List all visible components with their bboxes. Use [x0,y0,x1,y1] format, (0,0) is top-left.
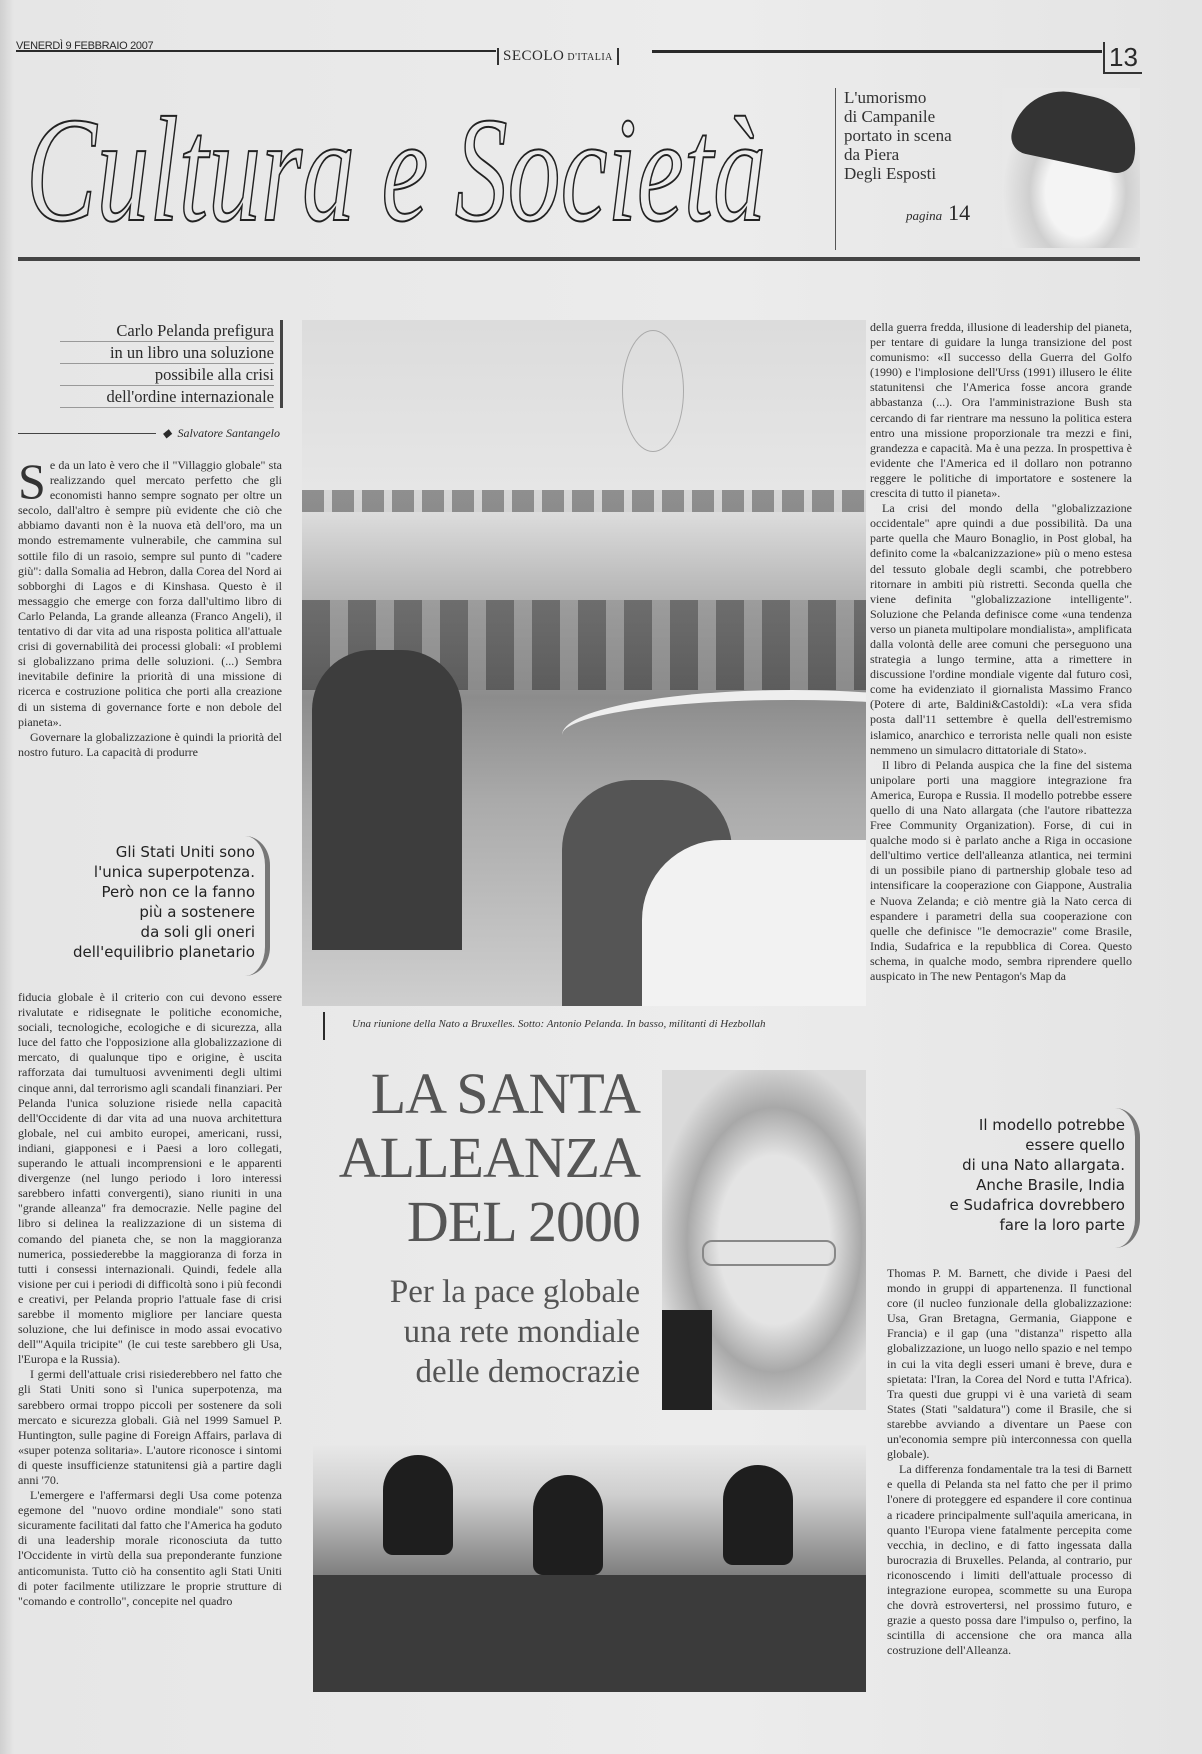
pull-quote-line: Il modello potrebbe [978,1116,1125,1134]
teaser-line: da Piera [844,145,900,164]
teaser-photo [1002,88,1140,248]
paragraph: I germi dell'attuale crisi risiederebbero nel fatto che gli Stati Uniti sono sì l'unica superpotenza, ma sarebbero ormai troppo piccoli per sostenere da soli mercato e sicurezza globali. Già nel 1999 Samuel P. Huntington, sulle pagine di Foreign Affairs, parlava di «super potenza solitaria». L'autore riconosce i sintomi di queste insufficienze statunitensi già a partire dagli anni '70. [18,1367,282,1487]
paragraph: La differenza fondamentale tra la tesi di Barnett e quella di Pelanda sta nel fatto che per il primo l'onere di proteggere ed espandere il core continua a ricadere principalmente sull'aquila americana, in quanto l'Europa viene fatalmente percepita come vecchia, in declino, e di fatto ingessata dalla burocrazia di Bruxelles. Pelanda, al contrario, pur riconoscendo i limiti dell'attuale processo di integrazione europea, scommette su una Europa che dovrà estrovertersi, nel prossimo futuro, e grazie a questo possa dare l'impulso o, perfino, la scintilla di accensione che ora manca alla costruzione dell'Alleanza. [887,1462,1132,1658]
section-rule [18,257,1140,261]
paragraph: Il libro di Pelanda auspica che la fine del sistema unipolare porti una maggiore integrazione fra America, Europa e Russia. Il modello potrebbe essere quello di una Nato allargata (che l'autore ribattezza Free Community Organization). Forse, di cui in qualche modo si è parlato anche a Riga in occasione dell'ultimo vertice dell'alleanza atlantica, nei termini di un possibile piano di partnership globale teso ad intensificare la cooperazione con Giappone, Australia e Nuova Zelanda; e ciò mentre già la Nato cerca di espandere i parametri della sua cooperazione con quelle che definisce "le democrazie" come Brasile, India, Sudafrica e la repubblica di Corea. Questo schema, in qualche modo, sembra riprendere quello auspicato in The new Pentagon's Map da [870,757,1132,984]
pelanda-portrait [662,1070,866,1410]
subheadline [300,1272,640,1392]
section-title-text: Cultura e Società [26,87,766,253]
masthead [497,48,619,65]
pull-quote-bracket [245,836,270,976]
paragraph: e da un lato è vero che il "Villaggio globale" sta realizzando quel mercato perfetto che gli economisti hanno sempre sognato per oltre un secolo, dall'altro è sempre più evidente che ciò che abbiamo davanti non è la nuova età dell'oro, ma un mondo estremamente vulnerabile, che cammina sul sottile filo di un rasoio, sempre sul punto di "cadere giù": dalla Somalia ad Hebron, dalla Corea del Nord ai sobborghi di Lagos e di Kinshasa. Questo è il messaggio che emerge con forza dall'ultimo libro di Carlo Pelanda, La grande alleanza (Franco Angeli), il tentativo di dar vita ad una risposta politica all'attuale crisi di governabilità dei processi globali: «I problemi si globalizzano prima delle soluzioni. (...) Sembra inevitabile definire la priorità di una missione di ricerca e costruzione politica che porti alla creazione di un sistema di governance forte e non debole del pianeta». [18,458,282,729]
teaser-page-label: pagina [906,208,943,223]
teaser-line: Degli Esposti [844,164,937,183]
byline [18,426,280,441]
deck-line: in un libro una soluzione [60,342,274,364]
article-body-right-bottom [887,1266,1132,1696]
paragraph: La crisi del mondo della "globalizzazione occidentale" apre quindi a due possibilità. Da una parte quella che Mauro Bonaglio, in Post global, ha definito come la «balcanizzazione» più o meno estesa del tessuto globale degli scambi, che potrebbero ritornare in ambiti più ristretti. Seconda quella che viene definita "globalizzazione intelligente". Soluzione che Pelanda definisce come «una tendenza verso un pianeta multipolare mondialista», amplificata dalla volontà delle aree comuni che perseguono una strategia a lungo termine, atta a rimettere in discussione l'ordine mondiale vigente dal futuro così, come ha evidenziato il giornalista Massimo Franco (Potere di arte, Baldini&Castoldi): «La vera sfida posta dall'11 settembre è quella dell'estremismo islamico, anarchico e terrorista nelle quali non esiste nemmeno un simulacro dittatoriale di Stato». [870,501,1132,757]
pull-quote-line: e Sudafrica dovrebbero [949,1196,1125,1214]
teaser-page-number: 14 [948,200,971,225]
headline [300,1062,640,1254]
issue-date: VENERDÌ 9 FEBBRAIO 2007 [16,40,154,52]
pull-quote-line: dell'equilibrio planetario [73,943,255,961]
pull-quote-line: da soli gli oneri [140,923,255,941]
byline-author: Salvatore Santangelo [177,426,280,440]
article-body-left-top [18,458,282,794]
pull-quote-left [20,842,255,962]
pull-quote-line: fare la loro parte [999,1216,1125,1234]
deck-line: dell'ordine internazionale [60,386,274,408]
subheadline-line: delle democrazie [415,1354,640,1390]
caption-mark [323,1012,325,1040]
paragraph: Thomas P. M. Barnett, che divide i Paesi del mondo in gruppi di appartenenza. Il functional core (il nucleo funzionale della globalizzazione: Usa, Gran Bretagna, Germania, Giappone e Francia) e il gap (una "distanza" rispetto alla globalizzazione, un luogo nello spazio e nel tempo in cui la vita degli esseri umani è breve, dura e spietata: l'Iran, la Corea del Nord e tutta l'Africa). Tra questi due gruppi vi è una varietà di seam States (Stati "saldatura") come il Brasile, che si starebbe avviando a diventare un Paese con un'economia sempre più interconnessa con quella globale). [887,1266,1132,1462]
paragraph: L'emergere e l'affermarsi degli Usa come potenza egemone del "nuovo ordine mondiale" sono stati sicuramente facilitati dal fatto che l'America ha goduto di una leadership morale riconosciuta da tutto l'Occidente in virtù della sua preponderante funzione anticomunista. Tutto ciò ha consentito agli Stati Uniti di poter facilmente utilizzare le proprie strutture di "comando e controllo", concepite nel quadro [18,1488,282,1608]
pull-quote-line: più a sostenere [139,903,255,921]
page-number: 13 [1103,42,1142,74]
teaser-text [844,88,994,183]
byline-rule [18,433,156,434]
pull-quote-line: Anche Brasile, India [976,1176,1125,1194]
headline-line: LA SANTA [370,1061,640,1126]
article-body-left-bottom [18,990,282,1696]
headline-line: DEL 2000 [406,1189,640,1254]
pull-quote-line: di una Nato allargata. [962,1156,1125,1174]
pull-quote-line: l'unica superpotenza. [93,863,255,881]
deck-line: Carlo Pelanda prefigura [60,320,274,342]
article-body-right-top [870,320,1132,1080]
subheadline-line: una rete mondiale [403,1314,640,1350]
deck-line: possibile alla crisi [60,364,274,386]
teaser-line: di Campanile [844,107,936,126]
paragraph: fiducia globale è il criterio con cui devono essere rivalutate e ridisegnate le politiche economiche, sociali, tecnologiche, ecologiche e di sicurezza, alla luce del fatto che l'opposizione alla globalizzazione di mercato, di qualunque tipo e origine, è uscita rafforzata dai tumultuosi avvenimenti degli ultimi cinque anni, dal terrorismo agli scandali finanziari. Per Pelanda l'unica soluzione risiede nella capacità dell'Occidente di dar vita ad una nuova architettura globale, nel cui ambito europei, americani, russi, indiani, giapponesi e i Paesi a loro collegati, superando le attuali incomprensioni e le apparenti divergenze (nel lungo periodo i loro interessi sarebbero infatti convergenti), siano riuniti in una "grande alleanza" fra democrazie. Nelle pagine del libro si delinea la realizzazione di un sistema di comando del pianeta che, se non la maggioranza numerica, possiederebbe la maggioranza di forza in tutti i consessi internazionali. Quindi, fedele alla visione per cui i periodi di difficoltà sono i più fecondi e creativi, per Pelanda proprio l'attuale fase di crisi sarebbe il momento migliore per lanciare questa soluzione, che lui definisce in modo assai evocativo dell'"Aquila tricipite" (le cui teste sarebbero gli Usa, l'Europa e la Russia). [18,990,282,1367]
top-rule-right [652,50,1102,53]
teaser-page-ref [906,200,970,226]
teaser-line: portato in scena [844,126,952,145]
article-deck [60,320,283,408]
section-title [18,70,798,285]
nato-meeting-photo [302,320,866,1006]
pull-quote-line: Però non ce la fanno [101,883,255,901]
diamond-icon: ◆ [162,426,172,440]
paragraph: Governare la globalizzazione è quindi la priorità del nostro futuro. La capacità di produrre [18,729,282,759]
paragraph: della guerra fredda, illusione di leadership del pianeta, per tentare di guidare la lunga transizione del post comunismo: «Il successo della Guerra del Golfo (1990) e l'implosione dell'Urss (1991) illusero le élite statunitensi che l'America fosse ancora grande abbastanza (...). Ora l'amministrazione Bush sta cercando di far rientrare ma nessuno la politica estera entro una missione proporzionale tra mezzi e fini, grandezza e capacità. Ma è una pezza. In prospettiva è evidente che l'America ed il dollaro non potranno reggere le politiche di importatore e sostenere la crescita di tutto il pianeta». [870,320,1132,501]
photo-caption: Una riunione della Nato a Bruxelles. Sotto: Antonio Pelanda. In basso, militanti di Hezbollah [352,1018,766,1030]
pull-quote-line: essere quello [1025,1136,1125,1154]
masthead-small: D'ITALIA [567,52,613,63]
pull-quote-line: Gli Stati Uniti sono [115,843,255,861]
teaser-line: L'umorismo [844,88,927,107]
headline-line: ALLEANZA [338,1125,640,1190]
pull-quote-right [880,1115,1125,1235]
subheadline-line: Per la pace globale [389,1274,640,1310]
teaser-box[interactable] [835,88,994,250]
hezbollah-militants-photo [313,1445,866,1692]
pull-quote-bracket [1115,1108,1140,1248]
masthead-name: SECOLO [503,48,565,64]
drop-cap: S [18,458,46,509]
